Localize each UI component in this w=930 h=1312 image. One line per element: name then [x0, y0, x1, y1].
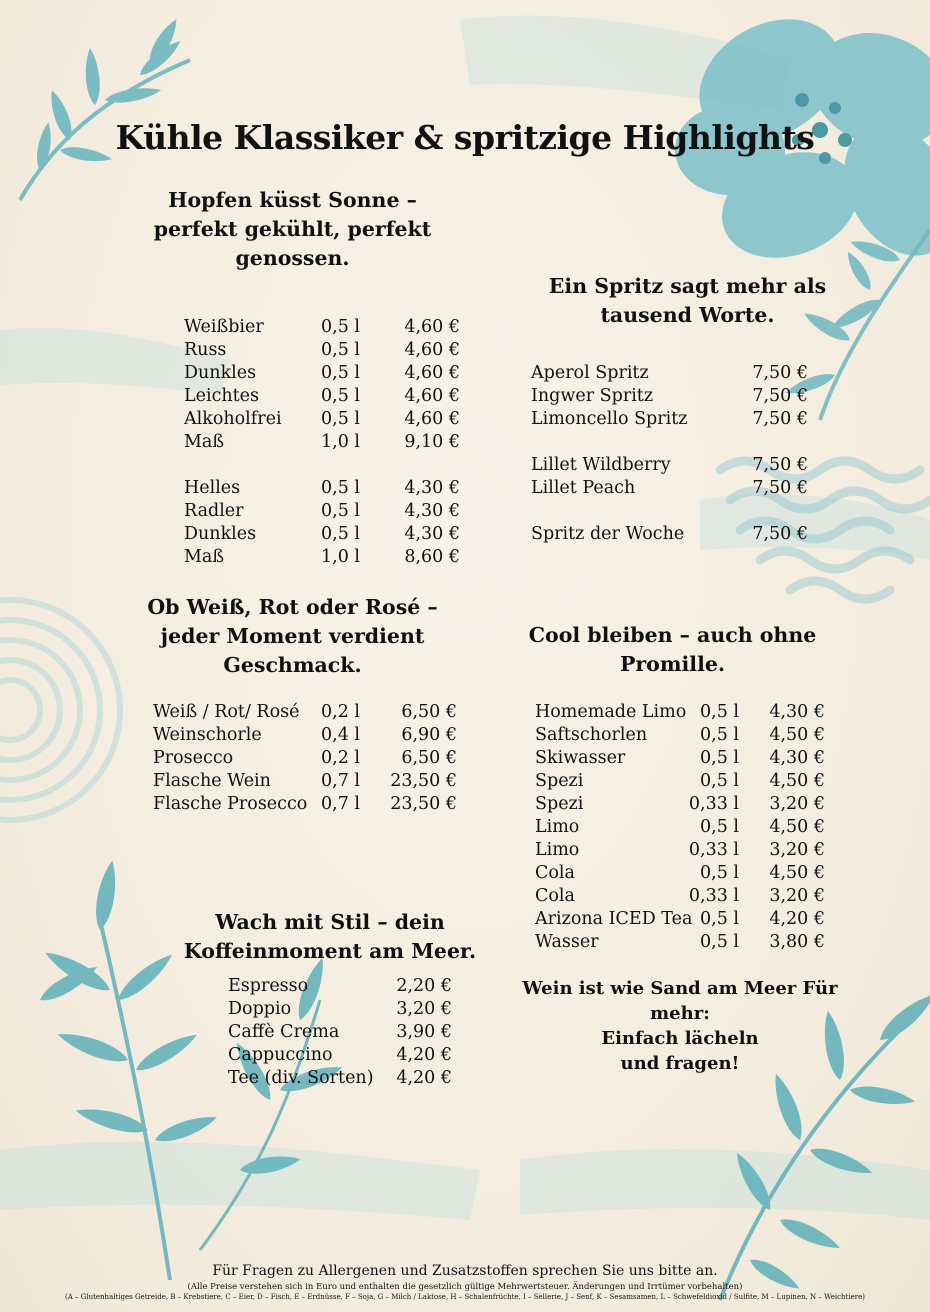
- menu-item: [184, 431, 460, 454]
- item-size: 0,5 l: [700, 771, 739, 791]
- menu-item: [531, 523, 808, 546]
- item-name: Helles: [184, 478, 241, 498]
- item-price: 4,50 €: [769, 863, 825, 883]
- item-price: 9,10 €: [404, 432, 460, 452]
- item-size: 1,0 l: [321, 432, 360, 452]
- menu-item: [535, 793, 825, 816]
- menu-item: [153, 770, 457, 793]
- menu-item: [184, 477, 460, 500]
- item-name: Russ: [184, 340, 227, 360]
- item-name: Caffè Crema: [228, 1022, 340, 1042]
- item-size: 0,33 l: [688, 794, 739, 814]
- heading-line: Wach mit Stil – dein: [215, 910, 445, 934]
- item-price: 4,30 €: [769, 748, 825, 768]
- menu-item: [535, 724, 825, 747]
- menu-item: [184, 408, 460, 431]
- item-name: Limo: [535, 840, 580, 860]
- item-name: Arizona ICED Tea: [535, 909, 693, 929]
- heading-line: Hopfen küsst Sonne –: [168, 188, 417, 212]
- item-name: Flasche Wein: [153, 771, 271, 791]
- item-name: Doppio: [228, 999, 292, 1019]
- item-price: 4,30 €: [404, 501, 460, 521]
- item-size: 0,7 l: [321, 794, 360, 814]
- menu-item: [531, 362, 808, 385]
- item-price: 4,60 €: [404, 317, 460, 337]
- menu-item: [184, 523, 460, 546]
- menu-item: [153, 724, 457, 747]
- item-price: 6,50 €: [401, 702, 457, 722]
- item-price: 23,50 €: [390, 794, 457, 814]
- heading-line: und fragen!: [620, 1053, 740, 1074]
- heading-line: Cool bleiben – auch ohne: [528, 623, 817, 647]
- item-price: 3,20 €: [769, 886, 825, 906]
- item-name: Cola: [535, 863, 575, 883]
- menu-item: [153, 747, 457, 770]
- item-size: 0,5 l: [321, 478, 360, 498]
- wine-note: [520, 976, 840, 1076]
- item-price: 3,20 €: [396, 999, 452, 1019]
- item-name: Espresso: [228, 976, 309, 996]
- item-size: 0,5 l: [700, 725, 739, 745]
- menu-item: [153, 793, 457, 816]
- item-name: Limo: [535, 817, 580, 837]
- menu-item: [535, 862, 825, 885]
- item-size: 0,2 l: [321, 748, 360, 768]
- item-price: 3,20 €: [769, 840, 825, 860]
- item-name: Limoncello Spritz: [531, 409, 688, 429]
- item-name: Aperol Spritz: [531, 363, 649, 383]
- item-price: 4,50 €: [769, 817, 825, 837]
- item-size: 0,5 l: [700, 817, 739, 837]
- item-size: 0,5 l: [321, 317, 360, 337]
- item-price: 3,80 €: [769, 932, 825, 952]
- item-price: 4,50 €: [769, 771, 825, 791]
- item-name: Weißbier: [184, 317, 264, 337]
- item-size: 0,5 l: [700, 863, 739, 883]
- heading-line: Ein Spritz sagt mehr als: [548, 274, 827, 298]
- heading-line: perfekt gekühlt, perfekt: [153, 217, 432, 241]
- item-name: Dunkles: [184, 363, 257, 383]
- item-name: Leichtes: [184, 386, 260, 406]
- menu-item: [535, 839, 825, 862]
- footer-price-notice: (Alle Preise verstehen sich in Euro und enthalten die gesetzlich gültige Mehrwertsteuer. Änderungen und Irrtümer vorbehalten): [187, 1282, 743, 1292]
- item-name: Weinschorle: [153, 725, 262, 745]
- menu-item: [153, 701, 457, 724]
- heading-line: Einfach lächeln: [601, 1028, 759, 1049]
- item-price: 4,60 €: [404, 386, 460, 406]
- menu-item: [228, 1067, 452, 1090]
- heading-line: Koffeinmoment am Meer.: [183, 939, 477, 963]
- menu-item: [535, 885, 825, 908]
- item-name: Skiwasser: [535, 748, 626, 768]
- item-name: Cappuccino: [228, 1045, 333, 1065]
- item-name: Weiß / Rot/ Rosé: [153, 702, 300, 722]
- heading-line: Geschmack.: [223, 653, 362, 677]
- item-name: Lillet Peach: [531, 478, 636, 498]
- item-name: Alkoholfrei: [184, 409, 282, 429]
- item-price: 4,30 €: [404, 478, 460, 498]
- page-title: Kühle Klassiker & spritzige Highlights: [115, 118, 815, 157]
- item-price: 7,50 €: [752, 409, 808, 429]
- item-name: Dunkles: [184, 524, 257, 544]
- menu-item: [535, 770, 825, 793]
- item-size: 0,5 l: [700, 748, 739, 768]
- item-price: 4,60 €: [404, 363, 460, 383]
- item-price: 6,90 €: [401, 725, 457, 745]
- menu-item: [531, 385, 808, 408]
- item-name: Maß: [184, 432, 225, 452]
- item-size: 0,5 l: [321, 501, 360, 521]
- heading-line: Promille.: [619, 652, 726, 676]
- item-price: 4,20 €: [396, 1068, 452, 1088]
- menu-item: [535, 908, 825, 931]
- menu-item: [184, 362, 460, 385]
- section-heading-wine: [135, 593, 450, 680]
- leaf-sprig-top-left: [20, 16, 190, 200]
- item-size: 0,2 l: [321, 702, 360, 722]
- item-price: 4,50 €: [769, 725, 825, 745]
- concentric-circles: [0, 600, 120, 820]
- menu-item: [535, 701, 825, 724]
- menu-item: [184, 339, 460, 362]
- menu-item: [228, 1044, 452, 1067]
- item-name: Saftschorlen: [535, 725, 648, 745]
- item-name: Wasser: [535, 932, 599, 952]
- menu-item: [535, 816, 825, 839]
- item-size: 0,5 l: [700, 932, 739, 952]
- menu-item: [184, 500, 460, 523]
- item-size: 0,5 l: [700, 909, 739, 929]
- menu-item: [184, 385, 460, 408]
- item-name: Prosecco: [153, 748, 234, 768]
- item-price: 7,50 €: [752, 363, 808, 383]
- section-heading-soft-drinks: [520, 621, 825, 679]
- item-price: 3,20 €: [769, 794, 825, 814]
- item-price: 7,50 €: [752, 455, 808, 475]
- heading-line: jeder Moment verdient: [160, 624, 425, 648]
- heading-line: mehr:: [650, 1003, 710, 1024]
- item-size: 0,5 l: [321, 524, 360, 544]
- item-name: Spezi: [535, 794, 584, 814]
- item-size: 0,5 l: [321, 340, 360, 360]
- item-price: 23,50 €: [390, 771, 457, 791]
- item-name: Homemade Limo: [535, 702, 687, 722]
- menu-item: [228, 998, 452, 1021]
- heading-line: Ob Weiß, Rot oder Rosé –: [147, 595, 438, 619]
- item-price: 4,20 €: [769, 909, 825, 929]
- item-name: Ingwer Spritz: [531, 386, 654, 406]
- footer-allergen-list: (A – Glutenhaltiges Getreide, B – Krebstiere, C – Eier, D – Fisch, E – Erdnüsse, F – Soja, G – Milch / Laktose, H – Schalenfrüchte, I – Sellerie, J – Senf, K – Sesamsamen, L – Schwefeldioxid / Sulfite, M – Lupinen, N – Weichtiere): [65, 1293, 865, 1301]
- item-price: 3,90 €: [396, 1022, 452, 1042]
- heading-line: tausend Worte.: [600, 303, 775, 327]
- heading-line: genossen.: [235, 246, 350, 270]
- item-name: Spritz der Woche: [531, 524, 685, 544]
- menu-item: [531, 477, 808, 500]
- menu-item: [531, 408, 808, 431]
- item-name: Radler: [184, 501, 244, 521]
- section-heading-coffee: [180, 908, 480, 966]
- section-heading-beer: [140, 186, 445, 273]
- item-size: 0,33 l: [688, 886, 739, 906]
- menu-item: [228, 1021, 452, 1044]
- item-price: 4,60 €: [404, 409, 460, 429]
- item-size: 0,7 l: [321, 771, 360, 791]
- item-price: 6,50 €: [401, 748, 457, 768]
- footer-allergen-notice: Für Fragen zu Allergenen und Zusatzstoffen sprechen Sie uns bitte an.: [212, 1263, 718, 1279]
- menu-item: [531, 454, 808, 477]
- item-price: 8,60 €: [404, 547, 460, 567]
- item-price: 7,50 €: [752, 524, 808, 544]
- item-name: Spezi: [535, 771, 584, 791]
- heading-line: Wein ist wie Sand am Meer Für: [522, 978, 838, 999]
- menu-item: [535, 747, 825, 770]
- item-name: Cola: [535, 886, 575, 906]
- item-price: 7,50 €: [752, 478, 808, 498]
- item-name: Maß: [184, 547, 225, 567]
- item-size: 0,5 l: [321, 386, 360, 406]
- item-size: 0,4 l: [321, 725, 360, 745]
- item-price: 4,60 €: [404, 340, 460, 360]
- item-size: 0,5 l: [700, 702, 739, 722]
- section-heading-spritz: [530, 272, 845, 330]
- item-price: 7,50 €: [752, 386, 808, 406]
- item-name: Tee (div. Sorten): [228, 1068, 374, 1088]
- item-name: Flasche Prosecco: [153, 794, 308, 814]
- item-price: 2,20 €: [396, 976, 452, 996]
- menu-item: [184, 546, 460, 569]
- item-price: 4,30 €: [404, 524, 460, 544]
- item-price: 4,20 €: [396, 1045, 452, 1065]
- menu-item: [184, 316, 460, 339]
- item-size: 0,5 l: [321, 363, 360, 383]
- item-price: 4,30 €: [769, 702, 825, 722]
- menu-item: [535, 931, 825, 954]
- item-size: 0,5 l: [321, 409, 360, 429]
- item-name: Lillet Wildberry: [531, 455, 671, 475]
- item-size: 1,0 l: [321, 547, 360, 567]
- menu-item: [228, 975, 452, 998]
- item-size: 0,33 l: [688, 840, 739, 860]
